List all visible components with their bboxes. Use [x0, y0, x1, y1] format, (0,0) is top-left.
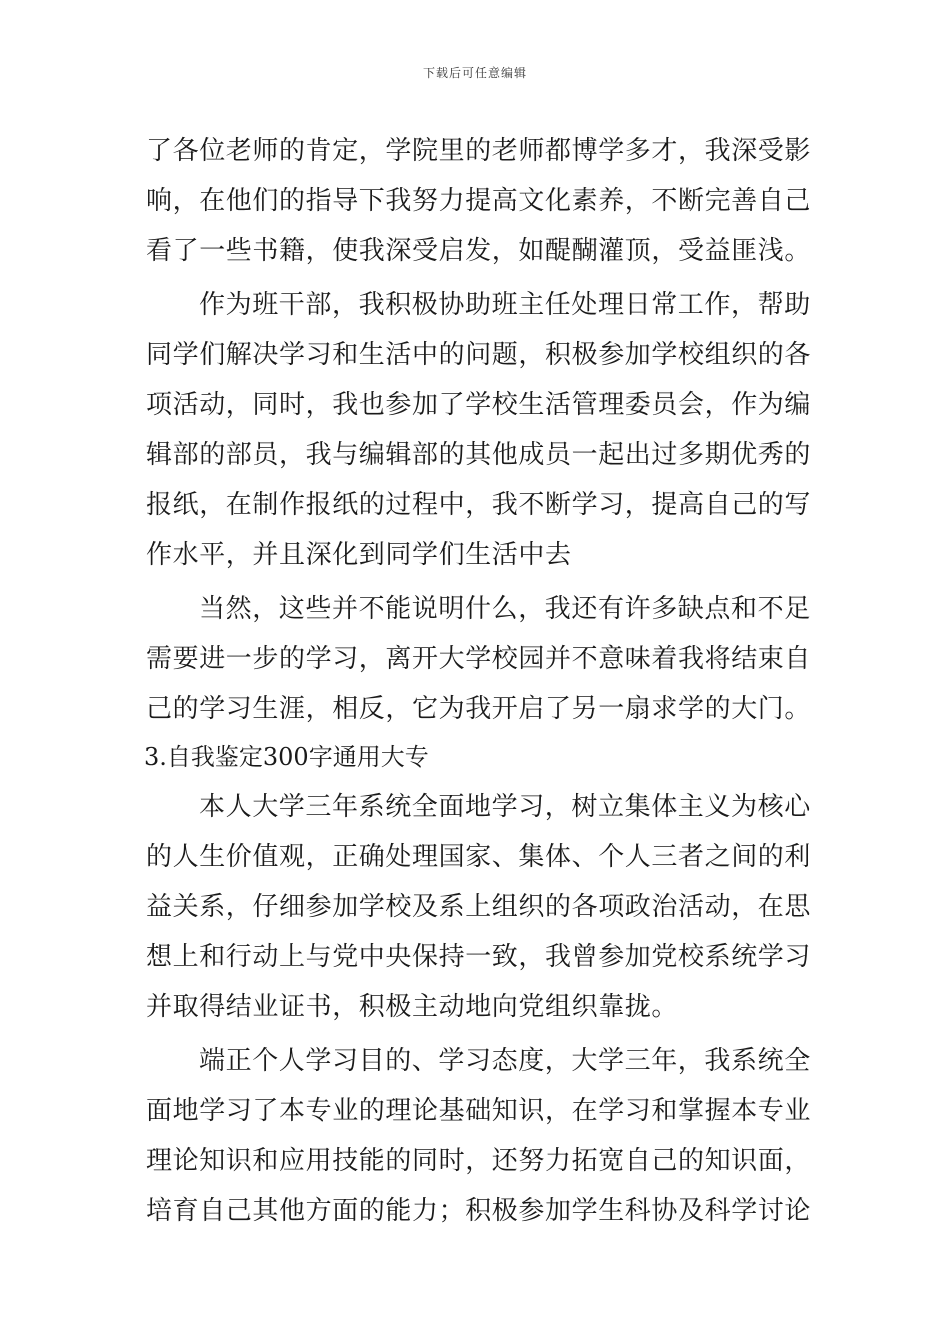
text-line: 作水平，并且深化到同学们生活中去: [146, 540, 572, 570]
text-line: 益关系，仔细参加学校及系上组织的各项政治活动，在思: [146, 892, 812, 922]
text-line: 面地学习了本专业的理论基础知识，在学习和掌握本专业: [146, 1096, 812, 1126]
section-paragraph-2: [146, 1036, 811, 1236]
section-heading: 3.自我鉴定300字通用大专: [144, 743, 429, 771]
text-line: 辑部的部员，我与编辑部的其他成员一起出过多期优秀的: [146, 440, 812, 470]
text-line: 己的学习生涯，相反，它为我开启了另一扇求学的大门。: [146, 694, 812, 724]
text-line: 项活动，同时，我也参加了学校生活管理委员会，作为编: [146, 390, 812, 420]
text-line: 作为班干部，我积极协助班主任处理日常工作，帮助: [199, 290, 811, 320]
text-line: 需要进一步的学习，离开大学校园并不意味着我将结束自: [146, 644, 812, 674]
page-header: 下载后可任意编辑: [422, 66, 527, 80]
text-line: 当然，这些并不能说明什么，我还有许多缺点和不足: [199, 594, 811, 624]
text-line: 响，在他们的指导下我努力提高文化素养，不断完善自己: [146, 186, 812, 216]
text-line: 理论知识和应用技能的同时，还努力拓宽自己的知识面，: [146, 1146, 812, 1176]
text-line: 本人大学三年系统全面地学习，树立集体主义为核心: [199, 792, 811, 822]
text-line: 同学们解决学习和生活中的问题，积极参加学校组织的各: [146, 340, 812, 370]
document-body: [146, 126, 811, 1236]
text-line: 想上和行动上与党中央保持一致，我曾参加党校系统学习: [146, 942, 812, 972]
text-line: 的人生价值观，正确处理国家、集体、个人三者之间的利: [146, 842, 812, 872]
paragraph-2: [146, 280, 811, 580]
text-line: 培育自己其他方面的能力；积极参加学生科协及科学讨论: [146, 1196, 812, 1226]
text-line: 并取得结业证书，积极主动地向党组织靠拢。: [146, 992, 679, 1022]
text-line: 看了一些书籍，使我深受启发，如醍醐灌顶，受益匪浅。: [146, 236, 812, 266]
section-paragraph-1: [146, 782, 811, 1032]
paragraph-3: [146, 584, 811, 734]
text-line: 了各位老师的肯定，学院里的老师都博学多才，我深受影: [146, 136, 812, 166]
text-line: 端正个人学习目的、学习态度，大学三年，我系统全: [199, 1046, 811, 1076]
paragraph-1: [146, 126, 811, 276]
text-line: 报纸，在制作报纸的过程中，我不断学习，提高自己的写: [146, 490, 812, 520]
